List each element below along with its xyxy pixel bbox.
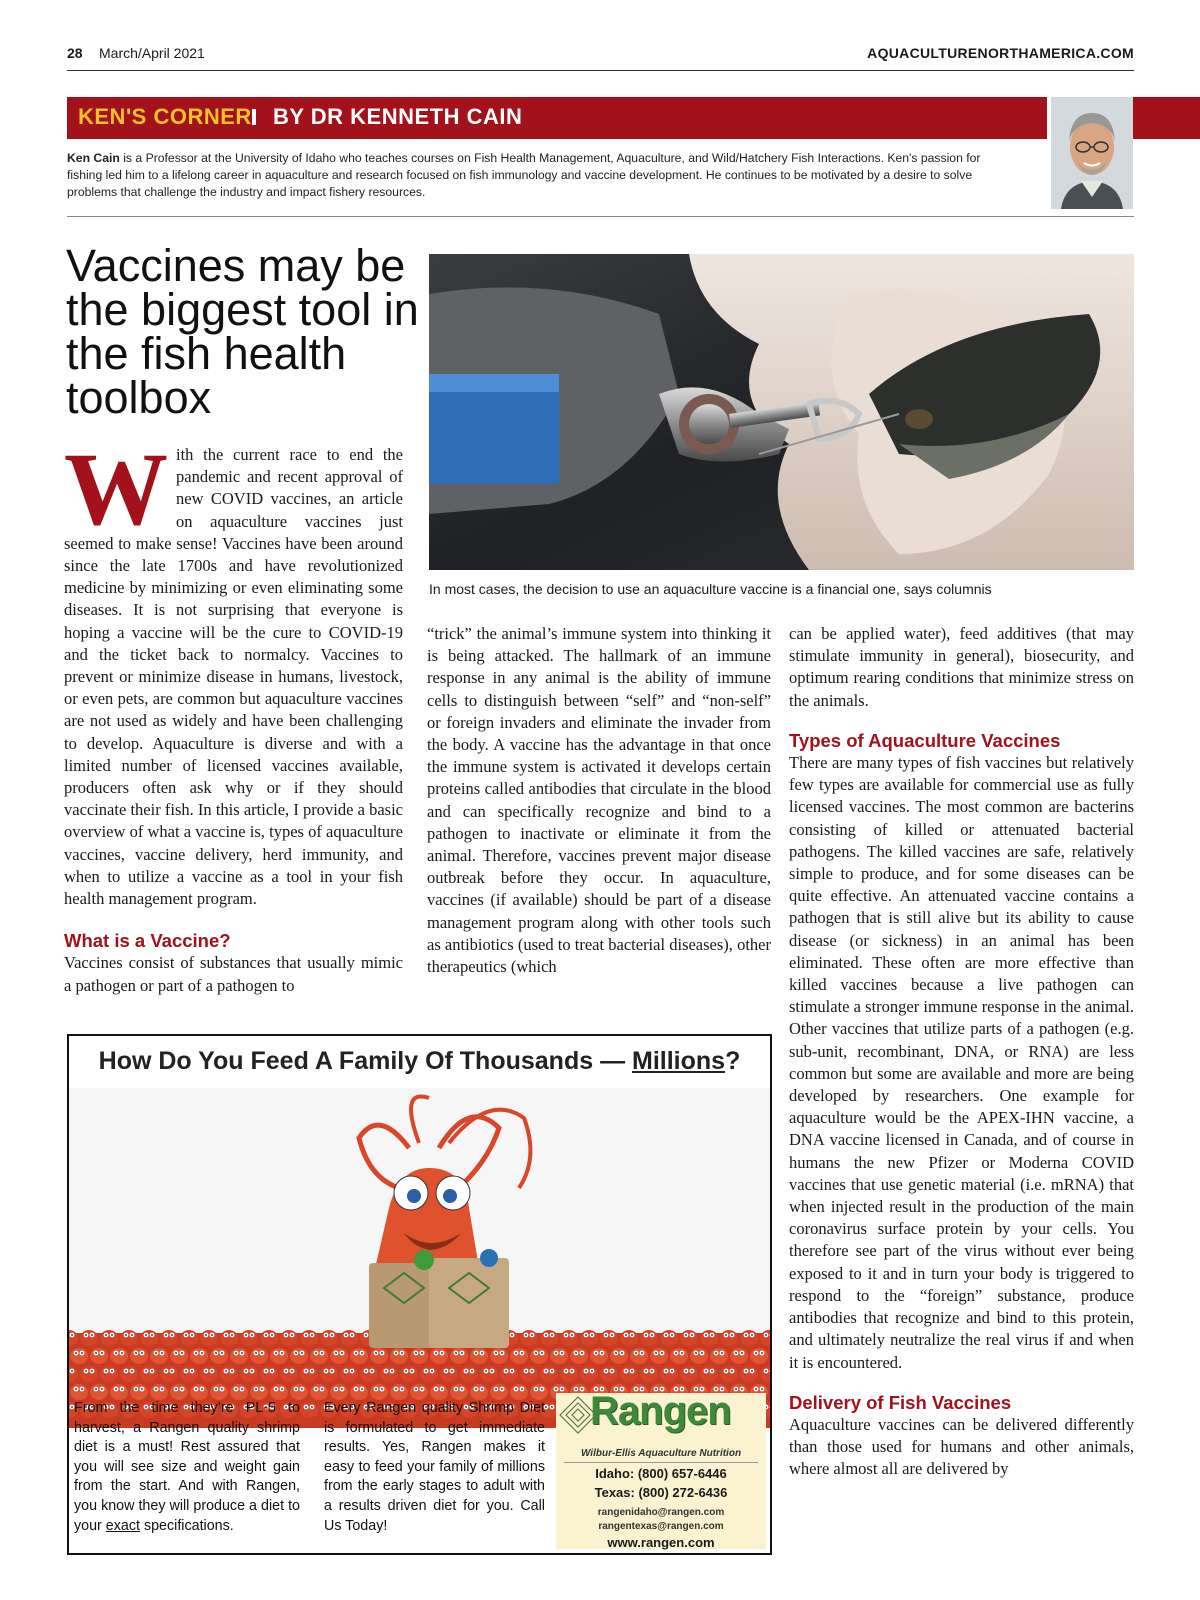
ad-tagline: Wilbur-Ellis Aquaculture Nutrition (580, 1448, 742, 1459)
ad-text-emphasis: exact (105, 1517, 140, 1534)
intro-text: ith the current race to end the pandemic and recent approval of new COVID vaccines, an article on aquaculture vaccines just seemed to make sense! Vaccines have been around since the late 1700s and have revolutionized medicine by minimizing or even eliminating some diseases. It is not surprising that everyone is hoping a vaccine will be the cure to COVID-19 and the ticket back to normalcy. Vaccines to prevent or minimize disease in humans, livestock, or even pets, are common but aquaculture vaccines are not used as widely and have been challenging to develop. Aquaculture is diverse and with a limited number of licensed vaccines available, producers often ask why or if they should vaccinate their fish. In this article, I provide a basic overview of what a vaccine is, types of aquaculture vaccines, vaccine delivery, herd immunity, and when to utilize a vaccine as a tool in your fish health management program. (64, 445, 403, 909)
photo-caption: In most cases, the decision to use an aquaculture vaccine is a financial one, says columnis (429, 581, 992, 597)
ad-email-texas[interactable]: rangentexas@rangen.com (598, 1521, 724, 1532)
author-photo (1051, 97, 1133, 209)
header-rule (67, 70, 1134, 71)
heading-what-is-vaccine: What is a Vaccine? (64, 930, 231, 952)
ad-phone-texas[interactable]: Texas: (800) 272-6436 (594, 1485, 728, 1500)
site-url[interactable]: AQUACULTURENORTHAMERICA.COM (867, 45, 1134, 61)
col2-paragraph: “trick” the animal’s immune system into thinking it is being attacked. The hallmark of an immune response in any animal is the ability of immune cells to distinguish between “self” and “non-self” or foreign invaders and eliminate the invader from the body. A vaccine has the advantage in that once the immune system is activated it develops certain proteins called antibodies that circulate in the blood and can specifically recognize and bind to a pathogen to inactivate or eliminate it from the animal. Therefore, vaccines prevent major disease outbreak before they occur. In aquaculture, vaccines (if available) should be part of a disease management program along with other tools such as antibiotics (used to treat bacterial diseases), other therapeutics (which (427, 624, 771, 977)
article-title: Vaccines may be the biggest tool in the fish health toolbox (66, 240, 419, 423)
column-name: KEN'S CORNER (78, 104, 252, 129)
photo-credit: PHOTO: PHARMAQ (1005, 264, 1122, 278)
ad-divider (564, 1462, 758, 1463)
types-paragraph: There are many types of fish vaccines but relatively few types are available for commercial use as fully licensed vaccines. The most common are bacterins consisting of killed or attenuated bacterial pathogens. The killed vaccines are safe, relatively simple to produce, and for some diseases can be quite effective. An attenuated vaccine contains a pathogen that is still alive but its ability to cause disease (or sickness) in an animal has been eliminated. These often are more effective than killed vaccines because a live pathogen can stimulate a stronger immune response in the animal. Other vaccines that utilize parts of a pathogen (e.g. sub-unit, recombinant, DNA, or RNA) are less common but some are available and more are being developed by researchers. One example for aquaculture would be the APEX-IHN vaccine, a DNA vaccine licensed in Canada, and of course in humans the new Pfizer or Moderna COVID vaccines that use genetic material (i.e. mRNA) that when injected result in the production of the main coronavirus surface protein by your cells. You therefore see part of the virus without ever being exposed to it and in turn your body is triggered to respond to the “foreign” substance, produce antibodies that recognize and bind to this protein, and ultimately neutralize the real virus if and when it is encountered. (789, 753, 1134, 1372)
author-bio-text: is a Professor at the University of Idaho who teaches courses on Fish Health Management, Aquaculture, and Wild/Hatchery Fish Interactions. Ken's passion for fishing led him to a lifelong career in aquaculture and research focused on fish immunology and vaccine development. He continues to be motivated by a desire to solve problems that challenge the industry and impact fishery resources. (67, 151, 981, 199)
banner-separator (252, 109, 256, 125)
author-bio (67, 150, 1007, 201)
ad-text-left: From the time they’re PL-5 to harvest, a Rangen quality shrimp diet is a must! Rest assured that you will see size and weight gain from the start. And with Rangen, you know they will produce a diet to your exact specifications. (74, 1400, 300, 1534)
heading-types: Types of Aquaculture Vaccines (789, 729, 1061, 751)
article-column-1 (64, 432, 403, 997)
intro-paragraph (64, 432, 403, 910)
byline: BY DR KENNETH CAIN (273, 104, 523, 129)
page-number: 28 (67, 45, 83, 61)
column-banner-tail (1132, 97, 1200, 139)
vaccination-photo (429, 254, 1134, 570)
ad-email-idaho[interactable]: rangenidaho@rangen.com (597, 1507, 725, 1518)
drop-cap: W (64, 432, 168, 547)
article-column-2 (427, 623, 771, 978)
issue-date: March/April 2021 (99, 45, 205, 61)
rangen-logo (556, 1391, 766, 1435)
rangen-wordmark: Rangen (590, 1389, 731, 1433)
shrimp-crowd-illustration (69, 1088, 770, 1428)
ad-text-middle: Every Rangen quality Shrimp Diet is formulated to get immediate results. Yes, Rangen makes it easy to feed your family of millions from the early stages to adult with a results driven diet for you. Call Us Today! (324, 1400, 545, 1534)
ad-phone-idaho[interactable]: Idaho: (800) 657-6446 (595, 1466, 727, 1481)
article-column-3 (789, 623, 1134, 1481)
what-paragraph: Vaccines consist of substances that usually mimic a pathogen or part of a pathogen to (64, 953, 403, 995)
bio-rule (67, 216, 1134, 217)
col3-paragraph: can be applied water), feed additives (that may stimulate immunity in general), biosecurity, and optimum rearing conditions that minimize stress on the animals. (789, 624, 1134, 710)
ad-headline-emphasis: Millions (632, 1047, 726, 1075)
delivery-paragraph: Aquaculture vaccines can be delivered differently than those used for humans and other animals, where almost all are delivered by (789, 1414, 1134, 1479)
ad-website[interactable]: www.rangen.com (607, 1535, 715, 1550)
heading-delivery: Delivery of Fish Vaccines (789, 1391, 1012, 1413)
author-name: Ken Cain (67, 151, 120, 165)
rangen-advertisement[interactable] (67, 1034, 772, 1555)
ad-headline: How Do You Feed A Family Of Thousands — Millions? (98, 1047, 741, 1075)
